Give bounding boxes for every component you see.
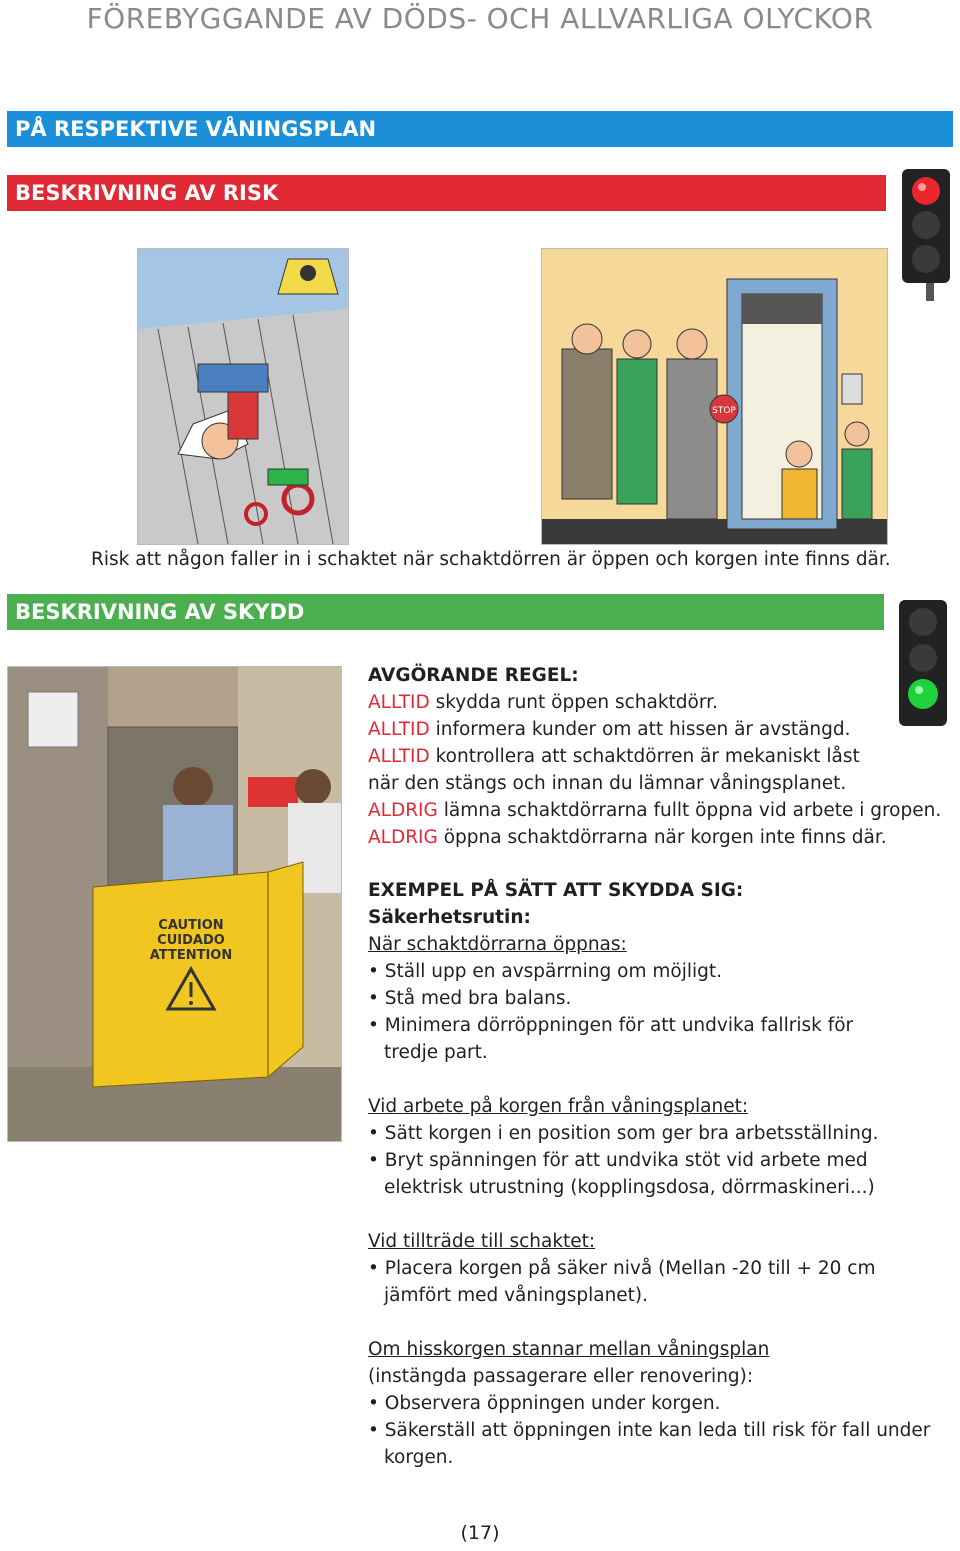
page-number: (17) [460,1522,500,1544]
rule-item [368,689,943,716]
rule-text: kontrollera att schaktdörren är mekaniskt låst när den stängs och innan du lämnar våningsplanet. [368,746,860,794]
rule-keyword: ALDRIG [368,800,438,821]
rule-text: skydda runt öppen schaktdörr. [429,692,718,713]
list-item: • Sätt korgen i en position som ger bra arbetsställning. [368,1123,879,1144]
rule-item [368,716,943,743]
group-title: Om hisskorgen stannar mellan våningsplan [368,1339,770,1360]
list-item: • Minimera dörröppningen för att undvika fallrisk för tredje part. [368,1015,854,1063]
rule-text: lämna schaktdörrarna fullt öppna vid arbete i gropen. [437,800,942,821]
rule-keyword: ALLTID [368,746,430,767]
section-risk-bar: BESKRIVNING AV RISK [7,175,886,211]
rule-keyword: ALLTID [368,719,430,740]
list-item: • Bryt spänningen för att undvika stöt vid arbete med elektrisk utrustning (kopplingsdosa, dörrmaskineri...) [368,1150,875,1198]
examples-block [368,877,943,1471]
caution-barrier-photo [7,666,342,1142]
group-note: (instängda passagerare eller renovering): [368,1366,754,1387]
sign-text-cuidado: CUIDADO [157,933,225,948]
examples-heading: EXEMPEL PÅ SÄTT ATT SKYDDA SIG: [368,880,744,901]
group-title: När schaktdörrarna öppnas: [368,934,627,955]
list-item: • Placera korgen på säker nivå (Mellan -20 till + 20 cm jämfört med våningsplanet). [368,1258,876,1306]
rule-item [368,743,888,797]
rule-item [368,824,943,851]
risk-caption: Risk att någon faller in i schaktet när schaktdörren är öppen och korgen inte finns där. [91,549,891,570]
list-item: • Ställ upp en avspärrning om möjligt. [368,961,723,982]
open-elevator-door-illustration [541,248,888,545]
group-title: Vid tillträde till schaktet: [368,1231,596,1252]
rules-block [368,662,943,851]
list-item: • Stå med bra balans. [368,988,572,1009]
rule-text: informera kunder om att hissen är avstängd. [429,719,851,740]
sign-text-attention: ATTENTION [149,948,233,963]
rule-item [368,797,943,824]
rule-text: öppna schaktdörrarna när korgen inte finns där. [437,827,887,848]
rules-heading: AVGÖRANDE REGEL: [368,665,579,686]
section-location-bar: PÅ RESPEKTIVE VÅNINGSPLAN [7,111,953,147]
falling-person-illustration [137,248,349,545]
list-item: • Observera öppningen under korgen. [368,1393,721,1414]
examples-subheading: Säkerhetsrutin: [368,907,531,928]
group-title: Vid arbete på korgen från våningsplanet: [368,1096,749,1117]
list-item: • Säkerställ att öppningen inte kan leda till risk för fall under korgen. [368,1420,931,1468]
traffic-light-red-icon [898,165,954,305]
rule-keyword: ALDRIG [368,827,438,848]
stop-sign-text: STOP [712,406,736,416]
page-title: FÖREBYGGANDE AV DÖDS- OCH ALLVARLIGA OLYCKOR [86,2,874,35]
rule-keyword: ALLTID [368,692,430,713]
sign-text-caution: CAUTION [158,918,224,933]
section-protection-bar: BESKRIVNING AV SKYDD [7,594,884,630]
